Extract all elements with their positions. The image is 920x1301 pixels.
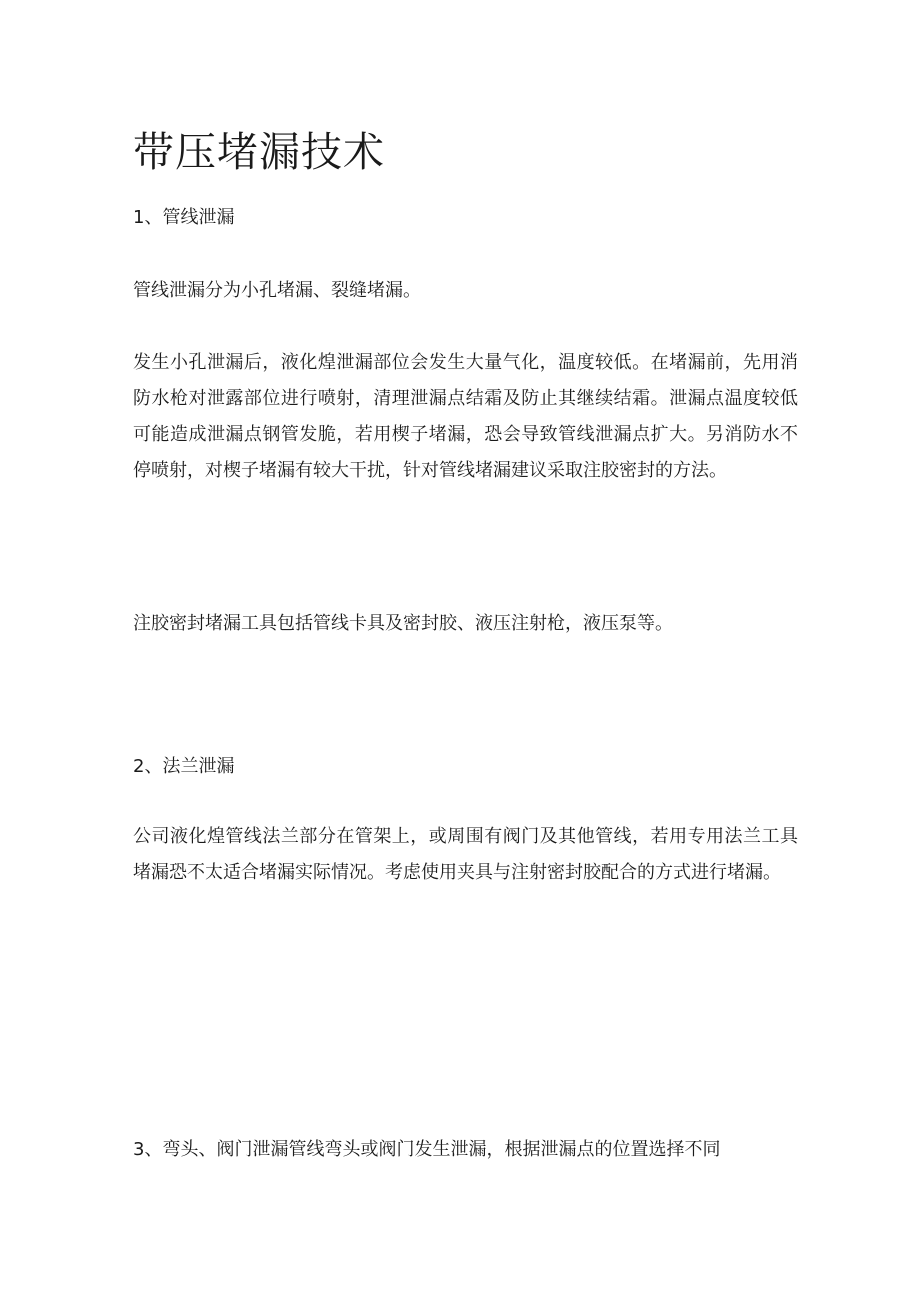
section-2-heading: 2、法兰泄漏 <box>133 756 235 777</box>
section-1-heading: 1、管线泄漏 <box>133 207 235 228</box>
section-3-heading: 3、弯头、阀门泄漏管线弯头或阀门发生泄漏，根据泄漏点的位置选择不同 <box>133 1139 721 1160</box>
section-2-paragraph-1: 公司液化煌管线法兰部分在管架上，或周围有阀门及其他管线，若用专用法兰工具堵漏恐不太适合堵漏实际情况。考虑使用夹具与注射密封胶配合的方式进行堵漏。 <box>133 826 798 883</box>
section-1-paragraph-2: 发生小孔泄漏后，液化煌泄漏部位会发生大量气化，温度较低。在堵漏前，先用消防水枪对泄露部位进行喷射，清理泄漏点结霜及防止其继续结霜。泄漏点温度较低可能造成泄漏点钢管发脆，若用楔子堵漏，恐会导致管线泄漏点扩大。另消防水不停喷射，对楔子堵漏有较大干扰，针对管线堵漏建议采取注胶密封的方法。 <box>133 352 798 481</box>
section-1-paragraph-1: 管线泄漏分为小孔堵漏、裂缝堵漏。 <box>133 280 421 301</box>
section-1-paragraph-3: 注胶密封堵漏工具包括管线卡具及密封胶、液压注射枪，液压泵等。 <box>133 613 673 634</box>
document-title: 带压堵漏技术 <box>133 128 385 176</box>
